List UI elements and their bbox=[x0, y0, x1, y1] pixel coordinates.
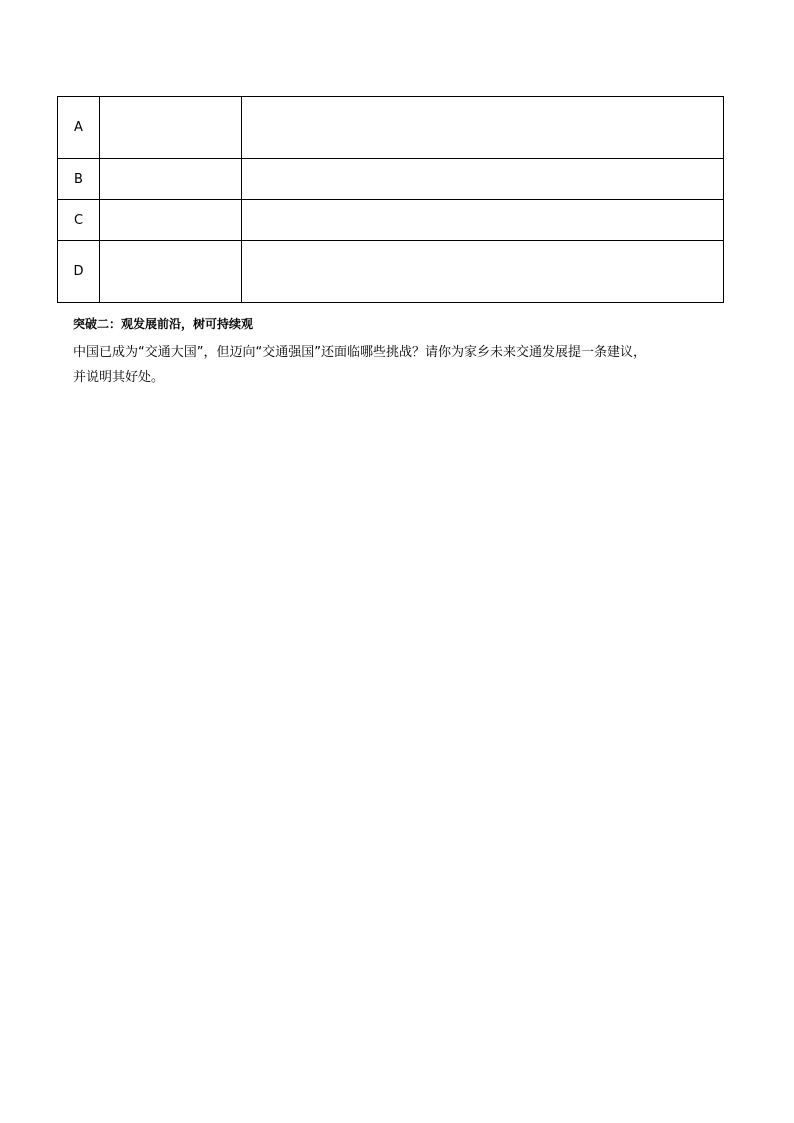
option-label: B bbox=[58, 159, 100, 200]
answer-cell bbox=[242, 241, 724, 303]
section-heading: 突破二：观发展前沿，树可持续观 bbox=[73, 317, 254, 331]
option-label: C bbox=[58, 200, 100, 241]
answer-cell bbox=[100, 159, 242, 200]
answer-cell bbox=[242, 200, 724, 241]
question-line: 并说明其好处。 bbox=[73, 370, 165, 385]
answer-cell bbox=[100, 200, 242, 241]
answer-cell bbox=[100, 241, 242, 303]
table-row bbox=[58, 97, 724, 159]
answer-table bbox=[57, 96, 724, 303]
table-row bbox=[58, 159, 724, 200]
option-label: A bbox=[58, 97, 100, 159]
table-row bbox=[58, 241, 724, 303]
answer-cell bbox=[242, 97, 724, 159]
question-line: 中国已成为“交通大国”，但迈向“交通强国”还面临哪些挑战？请你为家乡未来交通发展提一条建议， bbox=[73, 345, 646, 360]
answer-cell bbox=[242, 159, 724, 200]
answer-cell bbox=[100, 97, 242, 159]
option-label: D bbox=[58, 241, 100, 303]
table-row bbox=[58, 200, 724, 241]
question-text bbox=[73, 340, 733, 390]
